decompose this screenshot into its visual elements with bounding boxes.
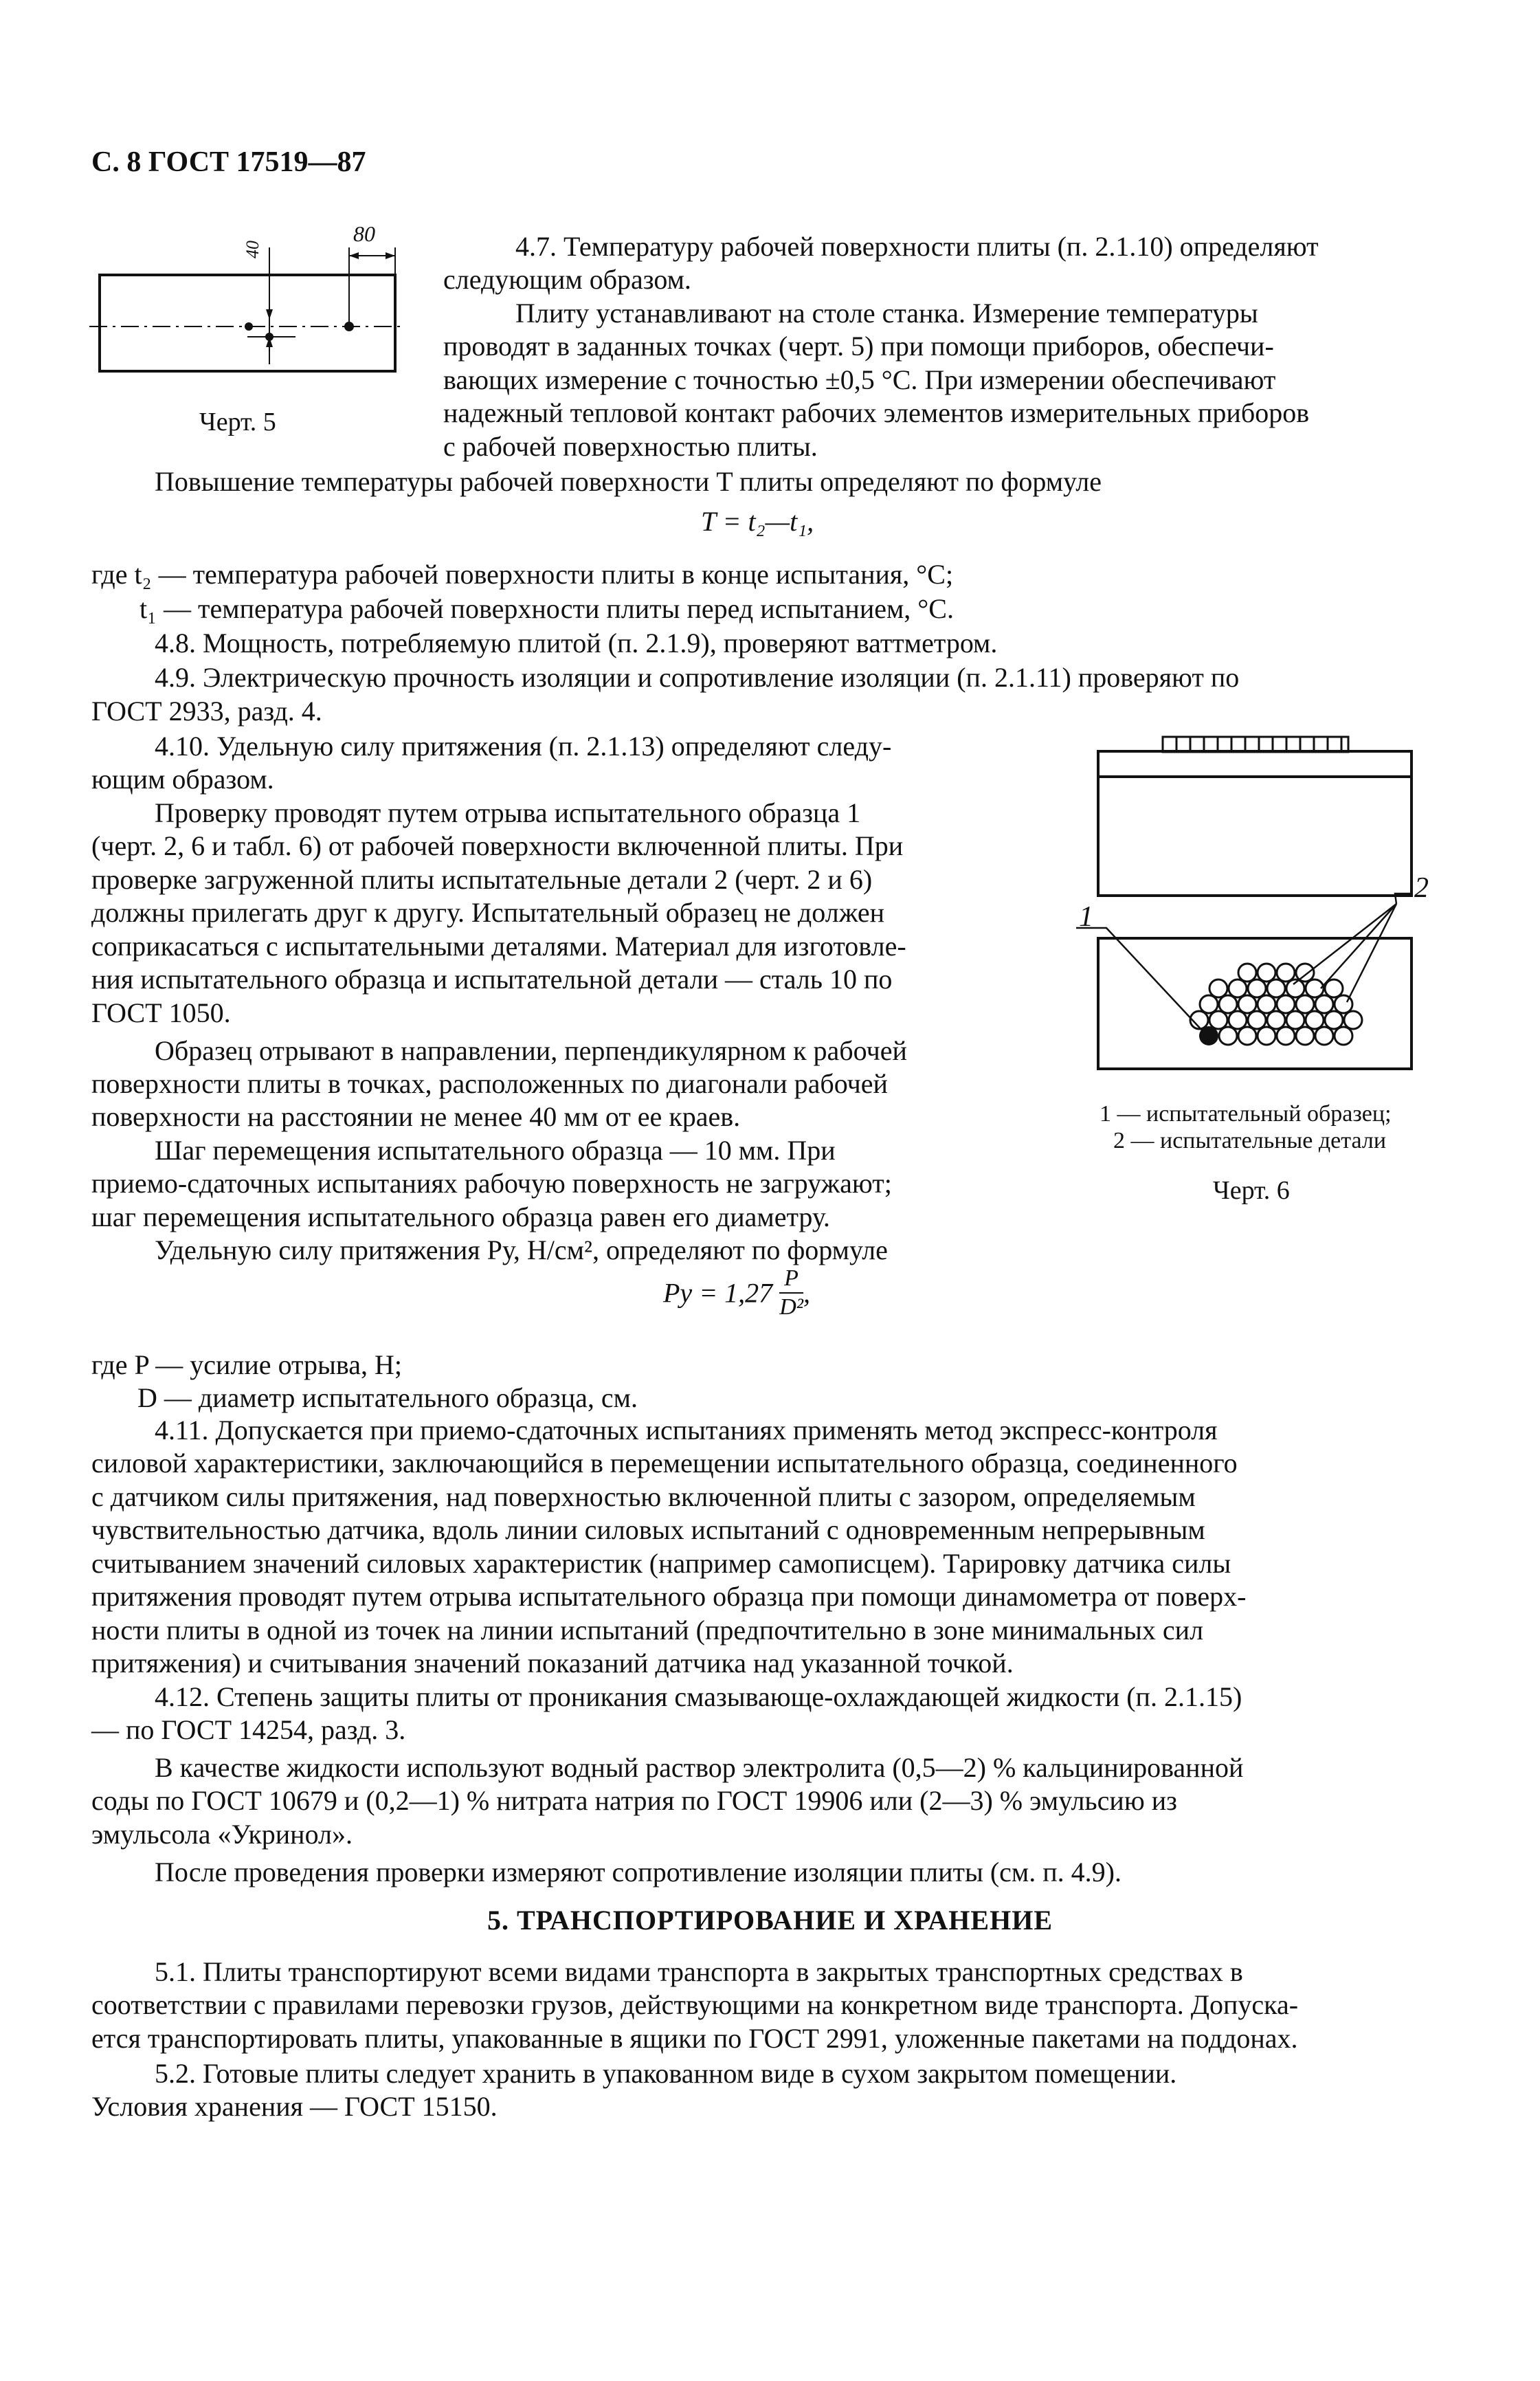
figure-6-legend-2: 2 — испытательные детали: [1113, 1128, 1387, 1153]
p51-line: 5.1. Плиты транспортируют всеми видами транспорта в закрытых транспортных средствах в: [155, 1956, 1243, 1987]
p47-line: вающих измерение с точностью ±0,5 °С. При измерении обеспечивают: [443, 364, 1276, 395]
p51-line: ется транспортировать плиты, упакованные в ящики по ГОСТ 2991, уложенные пакетами на поддонах.: [91, 2023, 1298, 2054]
p410-line: (черт. 2, 6 и табл. 6) от рабочей поверхности включенной плиты. При: [91, 830, 904, 861]
p51-line: соответствии с правилами перевозки грузов, действующими на конкретном виде транспорта. Допуска-: [91, 1989, 1299, 2020]
p412-line: После проведения проверки измеряют сопротивление изоляции плиты (см. п. 4.9).: [155, 1857, 1121, 1887]
p410-line: поверхности плиты в точках, расположенных по диагонали рабочей: [91, 1068, 888, 1099]
p47-line: Плиту устанавливают на столе станка. Измерение температуры: [515, 298, 1258, 329]
page-header: С. 8 ГОСТ 17519—87: [91, 146, 366, 178]
p411-line: считыванием значений силовых характеристик (например самописцем). Тарировку датчика силы: [91, 1548, 1231, 1579]
p52-line: Условия хранения — ГОСТ 15150.: [91, 2091, 498, 2122]
figure-6: [1072, 729, 1457, 1086]
figure-5-dim-80: 80: [353, 221, 375, 246]
p410-line: соприкасаться с испытательными деталями. Материал для изготовле-: [91, 931, 906, 962]
p411-line: чувствительностью датчика, вдоль линии силовых испытаний с одновременным непрерывным: [91, 1514, 1205, 1545]
where-P: где P — усилие отрыва, Н;: [91, 1349, 402, 1380]
p411-line: 4.11. Допускается при приемо-сдаточных испытаниях применять метод экспресс-контроля: [155, 1415, 1218, 1446]
p410-line: ГОСТ 1050.: [91, 997, 231, 1028]
p411-line: притяжения проводят путем отрыва испытательного образца при помощи динамометра от поверх-: [91, 1581, 1247, 1612]
p410-line: Проверку проводят путем отрыва испытательного образца 1: [155, 797, 861, 828]
p410-line: 4.10. Удельную силу притяжения (п. 2.1.13) определяют следу-: [155, 731, 892, 762]
p410-line: поверхности на расстоянии не менее 40 мм от ее краев.: [91, 1101, 741, 1132]
p410-line: Образец отрывают в направлении, перпендикулярном к рабочей: [155, 1035, 907, 1066]
p410-line: ющим образом.: [91, 764, 274, 795]
where-t1: t₁ — температура рабочей поверхности плиты перед испытанием, °С.: [140, 593, 954, 624]
formula-temperature: T = t₂—t₁,: [701, 506, 814, 537]
p47-line: проводят в заданных точках (черт. 5) при помощи приборов, обеспечи-: [443, 331, 1274, 362]
p411-line: притяжения) и считывания значений показаний датчика над указанной точкой.: [91, 1648, 1014, 1679]
paragraph-4-8: 4.8. Мощность, потребляемую плитой (п. 2.1.9), проверяют ваттметром.: [155, 628, 998, 658]
p410-line: должны прилегать друг к другу. Испытательный образец не должен: [91, 897, 884, 928]
figure-6-legend-1: 1 — испытательный образец;: [1100, 1101, 1392, 1127]
paragraph-temperature-rise: Повышение температуры рабочей поверхности T плиты определяют по формуле: [155, 466, 1102, 497]
p412-line: — по ГОСТ 14254, разд. 3.: [91, 1714, 406, 1745]
formula-2-numerator: P: [779, 1265, 803, 1294]
p411-line: ности плиты в одной из точек на линии испытаний (предпочтительно в зоне минимальных сил: [91, 1615, 1204, 1646]
figure-6-drawing: [1072, 729, 1457, 1086]
formula-2-denominator: D²: [779, 1294, 803, 1320]
figure-6-label-2: 2: [1414, 872, 1429, 904]
p412-line: эмульсола «Укринол».: [91, 1819, 353, 1850]
where-t2: где t₂ — температура рабочей поверхности плиты в конце испытания, °С;: [91, 559, 954, 590]
figure-6-label-1: 1: [1079, 901, 1093, 933]
p410-line: Удельную силу притяжения Pу, Н/см², определяют по формуле: [155, 1234, 888, 1265]
formula-2-fraction: [779, 1265, 803, 1321]
p411-line: с датчиком силы притяжения, над поверхностью включенной плиты с зазором, определяемым: [91, 1481, 1196, 1512]
figure-5-dim-40: 40: [243, 241, 263, 258]
p410-line: шаг перемещения испытательного образца равен его диаметру.: [91, 1201, 830, 1232]
p411-line: силовой характеристики, заключающийся в перемещении испытательного образца, соединенного: [91, 1448, 1238, 1479]
section-5-title: 5. ТРАНСПОРТИРОВАНИЕ И ХРАНЕНИЕ: [487, 1905, 1053, 1936]
p47-line: надежный тепловой контакт рабочих элементов измерительных приборов: [443, 397, 1310, 428]
formula-2-tail: ,: [803, 1277, 810, 1309]
paragraph-4-9-line-2: ГОСТ 2933, разд. 4.: [91, 696, 322, 727]
p52-line: 5.2. Готовые плиты следует хранить в упакованном виде в сухом закрытом помещении.: [155, 2058, 1177, 2089]
paragraph-4-9-line-1: 4.9. Электрическую прочность изоляции и сопротивление изоляции (п. 2.1.11) проверяют по: [155, 662, 1240, 693]
p410-line: приемо-сдаточных испытаниях рабочую поверхность не загружают;: [91, 1168, 892, 1199]
figure-5-caption: Черт. 5: [199, 408, 276, 436]
formula-attraction-force: [663, 1265, 810, 1321]
p410-line: ния испытательного образца и испытательной детали — сталь 10 по: [91, 964, 893, 995]
p410-line: проверке загруженной плиты испытательные детали 2 (черт. 2 и 6): [91, 864, 873, 895]
p47-line: следующим образом.: [443, 264, 691, 295]
p412-line: соды по ГОСТ 10679 и (0,2—1) % нитрата натрия по ГОСТ 19906 или (2—3) % эмульсию из: [91, 1785, 1177, 1816]
p410-line: Шаг перемещения испытательного образца — 10 мм. При: [155, 1135, 836, 1166]
p412-line: 4.12. Степень защиты плиты от проникания смазывающе-охлаждающей жидкости (п. 2.1.15): [155, 1681, 1242, 1712]
p412-line: В качестве жидкости используют водный раствор электролита (0,5—2) % кальцинированной: [155, 1752, 1244, 1783]
figure-6-caption: Черт. 6: [1213, 1176, 1290, 1205]
p47-line: с рабочей поверхностью плиты.: [443, 431, 818, 462]
p47-line: 4.7. Температуру рабочей поверхности плиты (п. 2.1.10) определяют: [515, 231, 1319, 262]
figure-5: [89, 220, 405, 426]
where-D: D — диаметр испытательного образца, см.: [137, 1382, 638, 1413]
formula-2-lhs: Pу = 1,27: [663, 1277, 773, 1309]
